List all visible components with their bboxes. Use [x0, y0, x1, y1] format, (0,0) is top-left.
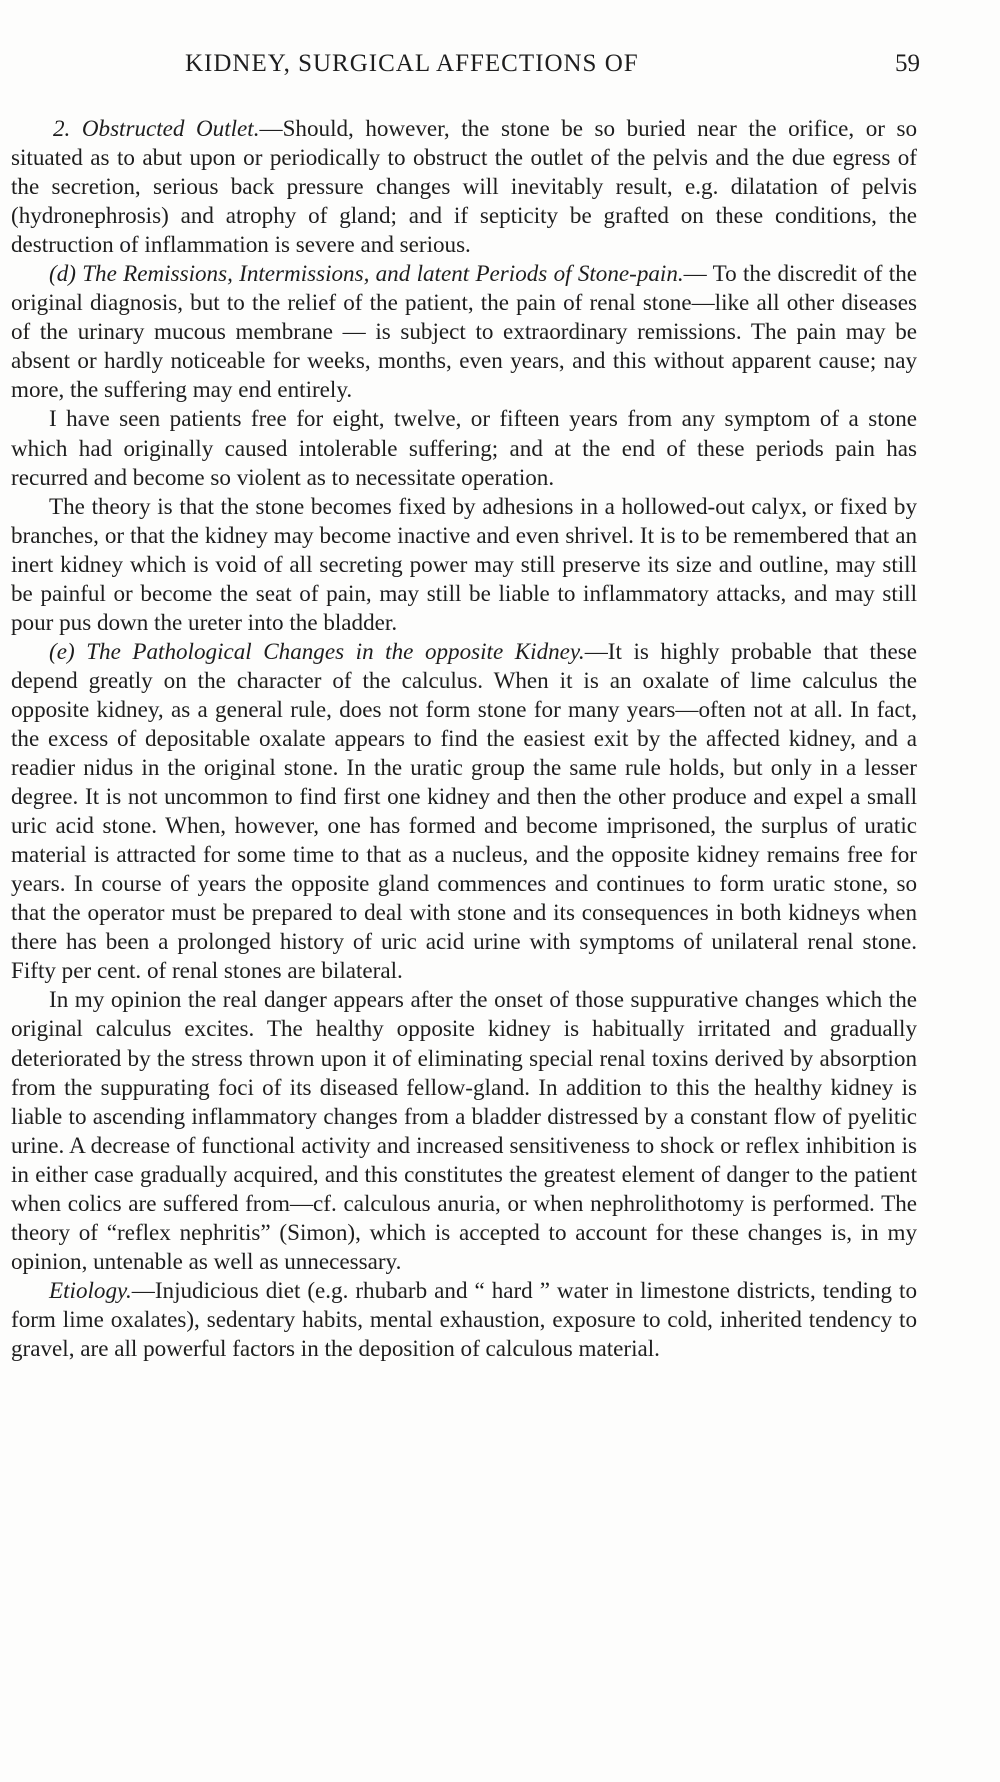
paragraph-real-danger: [11, 985, 917, 1275]
paragraph-etiology: [11, 1276, 917, 1363]
paragraph-text: The theory is that the stone becomes fixed by adhesions in a hollowed-out calyx, or fixed by branches, or that the kidney may become inactive and even shrivel. It is to be remembered that an inert kidney which is void of all secreting power may still preserve its size and outline, may still be painful or become the seat of pain, may still be liable to inflammatory attacks, and may still pour pus down the ureter into the bladder.: [11, 492, 917, 635]
page-number: 59: [895, 50, 920, 77]
body-text: [11, 114, 917, 1363]
paragraph-text: — To the discredit of the original diagnosis, but to the relief of the patient, the pain of renal stone—like all other diseases of the urinary mucous membrane — is subject to extraordinary remissions. The pain may be absent or hardly noticeable for weeks, months, even years, and this without apparent cause; nay more, the suffering may end entirely.: [11, 260, 917, 403]
paragraph-heading: (d) The Remissions, Intermissions, and latent Periods of Stone-pain.: [49, 260, 684, 287]
paragraph-text: In my opinion the real danger appears after the onset of those suppurative changes which the original calculus excites. The healthy opposite kidney is habitually irritated and gradually deteriorated by the stress thrown upon it of eliminating special renal toxins derived by absorption from the suppurating foci of its diseased fellow-gland. In addition to this the healthy kidney is liable to ascending inflammatory changes from a bladder distressed by a constant flow of pyelitic urine. A decrease of functional activity and increased sensitiveness to shock or reflex inhibition is in either case gradually acquired, and this constitutes the greatest element of danger to the patient when colics are suffered from—cf. calculous anuria, or when nephrolithotomy is performed. The theory of “reflex nephritis” (Simon), which is accepted to account for these changes is, in my opinion, untenable as well as unnecessary.: [11, 986, 917, 1274]
paragraph-pathological-changes: [11, 637, 917, 986]
paragraph-patients-free: [11, 404, 917, 491]
paragraph-heading: Etiology.: [49, 1276, 132, 1303]
paragraph-heading: (e) The Pathological Changes in the opposite Kidney.: [49, 637, 585, 664]
running-title: KIDNEY, SURGICAL AFFECTIONS OF: [185, 50, 639, 77]
paragraph-heading: 2. Obstructed Outlet.: [53, 115, 260, 141]
paragraph-text: —Should, however, the stone be so buried near the orifice, or so situated as to abut upon or periodically to obstruct the outlet of the pelvis and the due egress of the secretion, serious back pressure changes will inevitably result, e.g. dilatation of pelvis (hydronephrosis) and atrophy of gland; and if septicity be grafted on these conditions, the destruction of inflammation is severe and serious.: [11, 115, 917, 258]
paragraph-text: I have seen patients free for eight, twelve, or fifteen years from any symptom of a stone which had originally caused intolerable suffering; and at the end of these periods pain has recurred and become so violent as to necessitate operation.: [11, 405, 917, 490]
paragraph-text: —Injudicious diet (e.g. rhubarb and “ hard ” water in limestone districts, tending to form lime oxalates), sedentary habits, mental exhaustion, exposure to cold, inherited tendency to gravel, are all powerful factors in the deposition of calculous material.: [11, 1276, 917, 1361]
running-header: [60, 50, 920, 90]
paragraph-text: —It is highly probable that these depend greatly on the character of the calculus. When it is an oxalate of lime calculus the opposite kidney, as a general rule, does not form stone for many years—often not at all. In fact, the excess of depositable oxalate appears to find the easiest exit by the affected kidney, and a readier nidus in the original stone. In the uratic group the same rule holds, but only in a lesser degree. It is not uncommon to find first one kidney and then the other produce and expel a small uric acid stone. When, however, one has formed and become imprisoned, the surplus of uratic material is attracted for some time to that as a nucleus, and the opposite kidney remains free for years. In course of years the opposite gland commences and continues to form uratic stone, so that the operator must be prepared to deal with stone and its consequences in both kidneys when there has been a prolonged history of uric acid urine with symptoms of unilateral renal stone. Fifty per cent. of renal stones are bilateral.: [11, 637, 917, 984]
paragraph-theory: [11, 492, 917, 637]
paragraph-obstructed-outlet: [11, 114, 917, 259]
paragraph-remissions: [11, 259, 917, 404]
